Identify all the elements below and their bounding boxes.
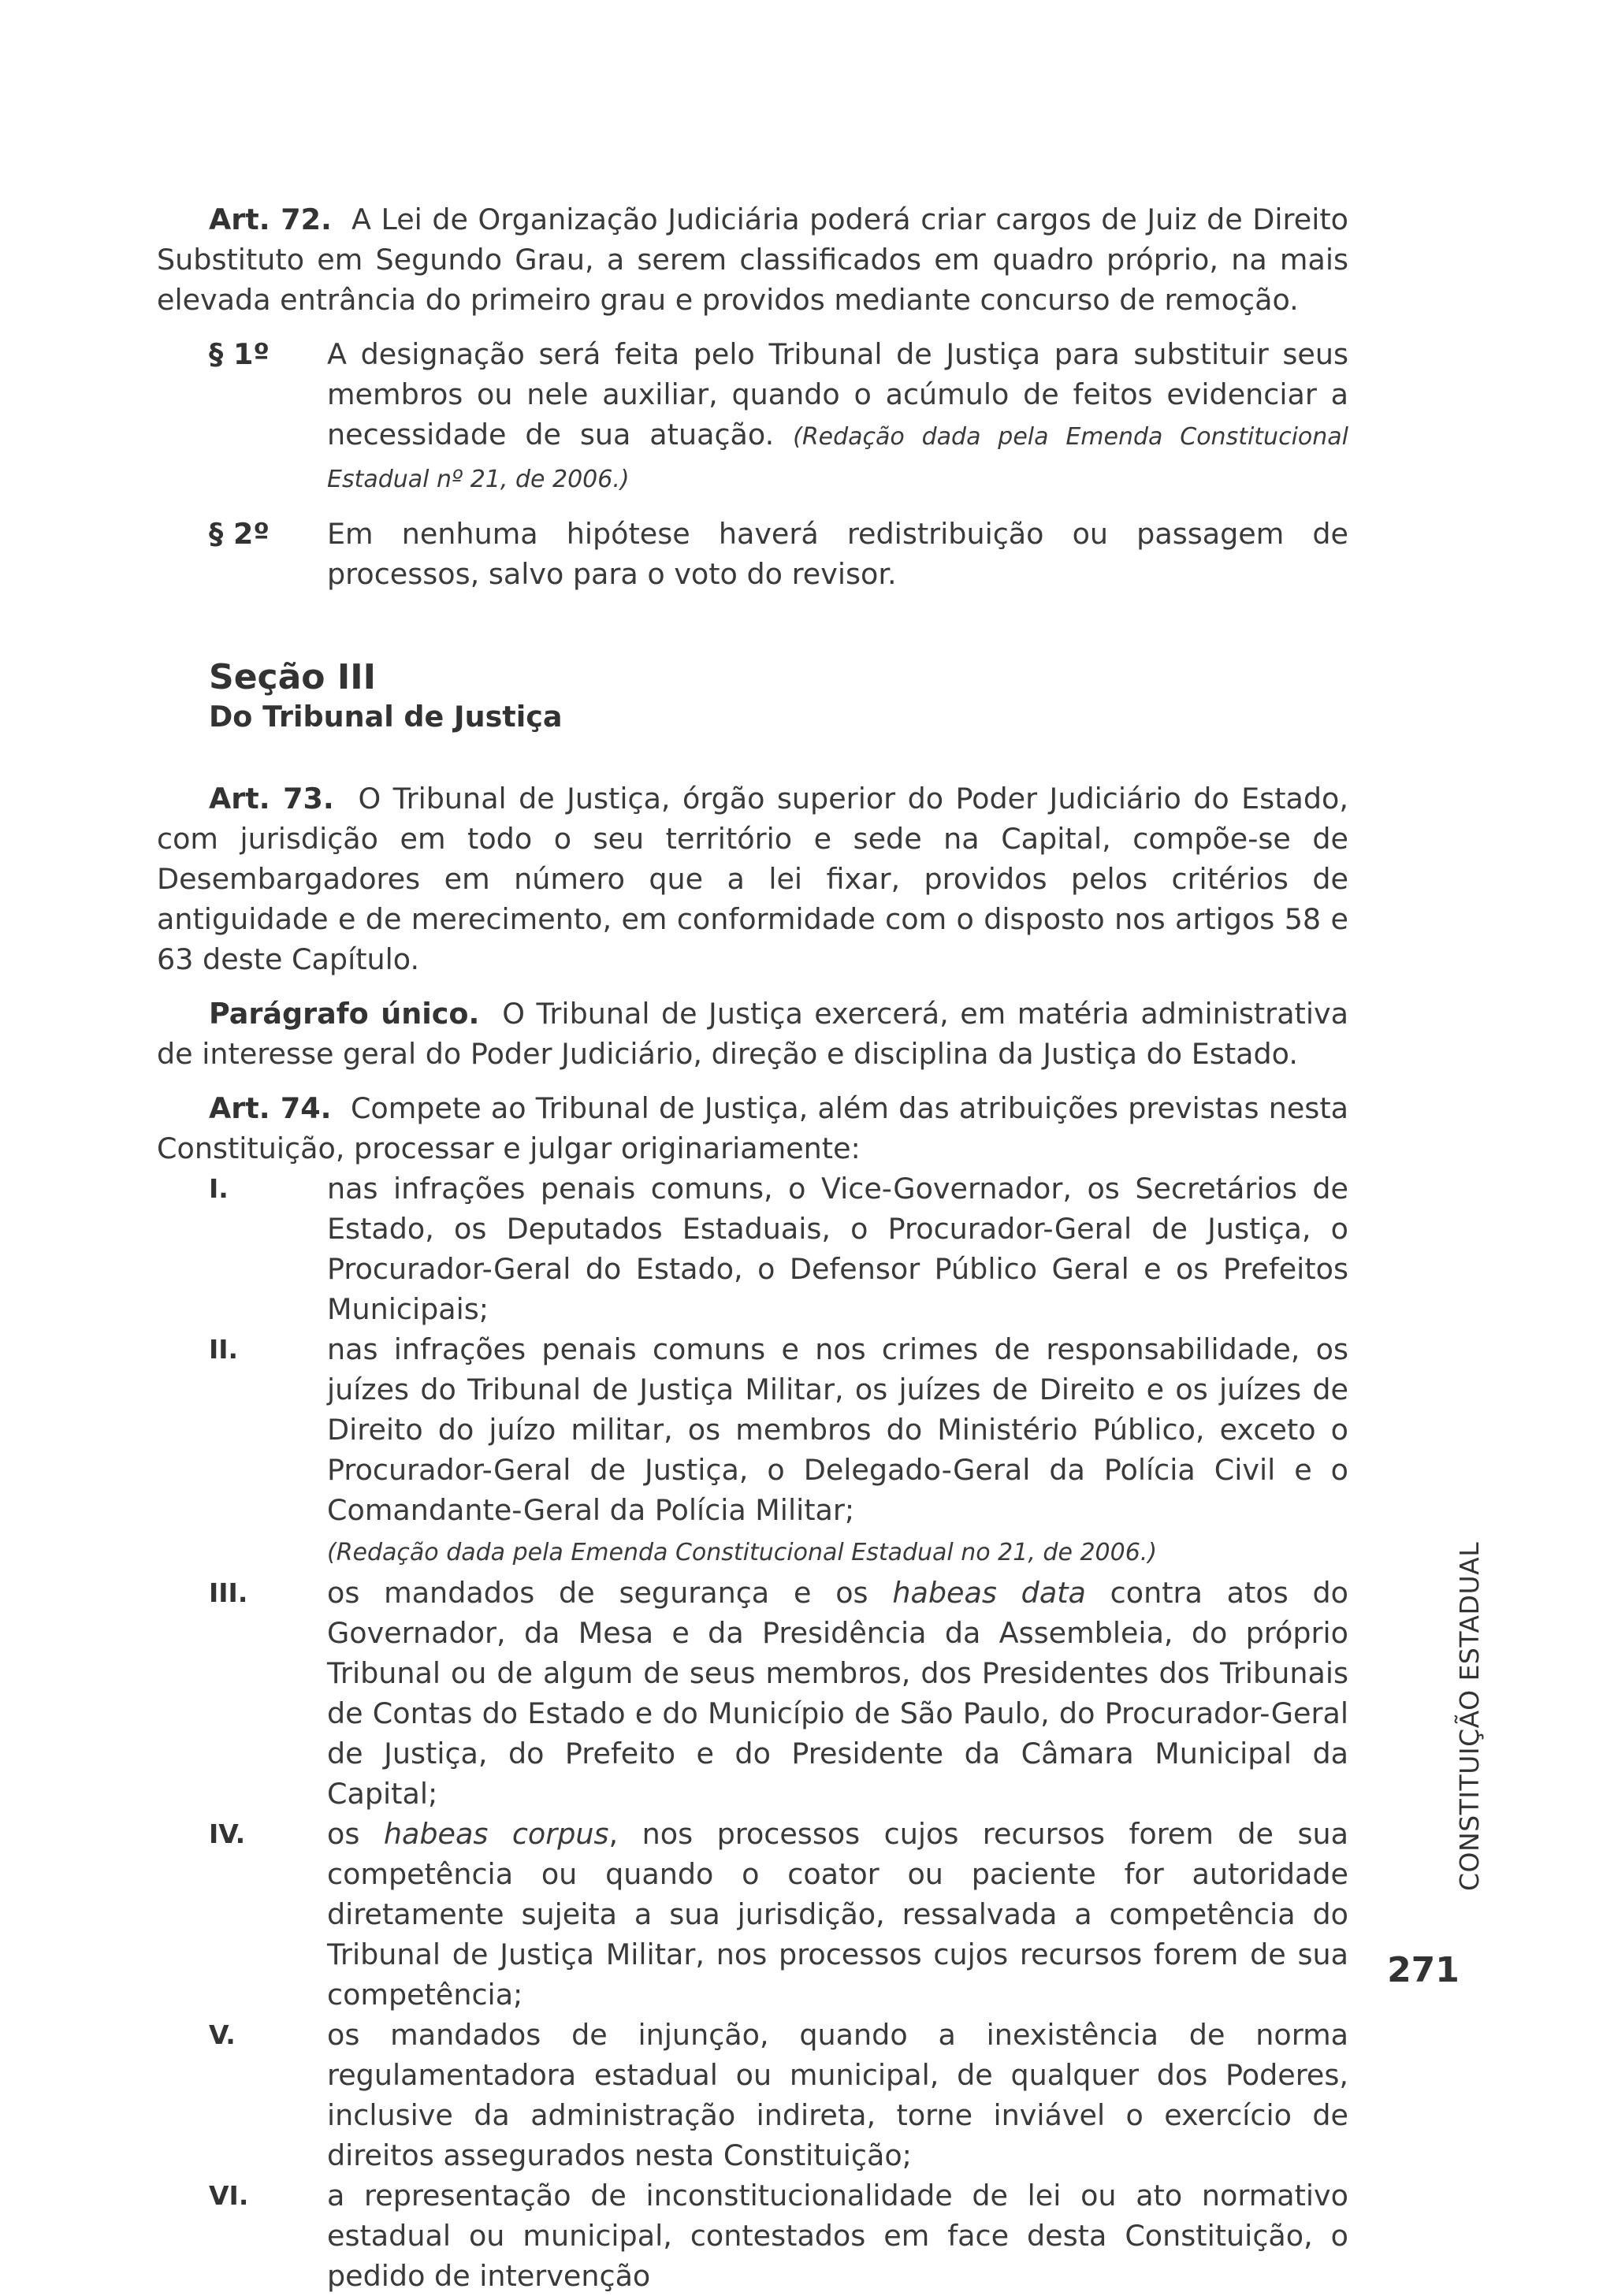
item-text: nas infrações penais comuns, o Vice-Governador, os Secretários de Estado, os Deputados Estaduais, o Procurador-Geral de Justiça, o Procurador-Geral do Estado, o Defensor Público Geral e os Prefeitos Municipais; [327,1172,1348,1326]
item-text: nas infrações penais comuns e nos crimes de responsabilidade, os juízes do Tribunal de Justiça Militar, os juízes de Direito e os juízes de Direito do juízo militar, os membros do Ministério Público, exceto o Procurador-Geral de Justiça, o Delegado-Geral da Polícia Civil e o Comandante-Geral da Polícia Militar; (Redação dada pela Emenda Constitucional Estadual no 21, de 2006.) [327,1332,1348,1566]
article-74 [157,1088,1348,1168]
latin-term: habeas data [892,1576,1086,1610]
running-section-label: CONSTITUIÇÃO ESTADUAL [1454,1541,1485,1891]
item-text: a representação de inconstitucionalidade de lei ou ato normativo estadual ou municipal, contestados em face desta Constituição, o pedido de intervenção [327,2179,1348,2293]
item-ii [157,1329,1348,1573]
item-label: I. [209,1173,229,1204]
paragraph-label: § 2º [209,517,270,551]
article-text: A Lei de Organização Judiciária poderá criar cargos de Juiz de Direito Substituto em Segundo Grau, a serem classificados em quadro próprio, na mais elevada entrância do primeiro grau e providos mediante concurso de remoção. [157,202,1348,317]
item-i [157,1168,1348,1329]
section-title: Seção III [209,657,376,697]
item-label: IV. [209,1819,246,1849]
sole-paragraph-text: O Tribunal de Justiça exercerá, em matéria administrativa de interesse geral do Poder Judiciário, direção e disciplina da Justiça do Estado. [157,997,1348,1071]
amendment-note: (Redação dada pela Emenda Constitucional Estadual nº 21, de 2006.) [327,423,1348,493]
section-subtitle: Do Tribunal de Justiça [209,700,563,734]
item-label: VI. [209,2180,249,2211]
article-number: Art. 72. [209,202,332,236]
item-text: os mandados de injunção, quando a inexistência de norma regulamentadora estadual ou municipal, de qualquer dos Poderes, inclusive da administração indireta, torne inviável o exercício de direitos assegurados nesta Constituição; [327,2018,1348,2172]
body-text [157,199,1348,2296]
item-label: V. [209,2019,236,2050]
amendment-note: (Redação dada pela Emenda Constitucional Estadual no 21, de 2006.) [327,1539,1158,1566]
item-text: os mandados de segurança e os habeas data contra atos do Governador, da Mesa e da Presidência da Assembleia, do próprio Tribunal ou de algum de seus membros, dos Presidentes dos Tribunais de Contas do Estado e do Município de São Paulo, do Procurador-Geral de Justiça, do Prefeito e do Presidente da Câmara Municipal da Capital; [327,1576,1348,1811]
item-vi [157,2175,1348,2296]
item-iv [157,1814,1348,2015]
item-label: III. [209,1577,248,1608]
paragraph-label: § 1º [209,337,270,371]
paragraph-text: Em nenhuma hipótese haverá redistribuição ou passagem de processos, salvo para o voto do revisor. [327,517,1348,591]
sole-paragraph [157,994,1348,1074]
article-text: O Tribunal de Justiça, órgão superior do Poder Judiciário do Estado, com jurisdição em todo o seu território e sede na Capital, compõe-se de Desembargadores em número que a lei fixar, providos pelos critérios de antiguidade e de merecimento, em conformidade com o disposto nos artigos 58 e 63 deste Capítulo. [157,782,1348,976]
paragraph-1 [157,334,1348,500]
item-text: os habeas corpus, nos processos cujos recursos forem de sua competência ou quando o coator ou paciente for autoridade diretamente sujeita a sua jurisdição, ressalvada a competência do Tribunal de Justiça Militar, nos processos cujos recursos forem de sua competência; [327,1817,1348,2012]
paragraph-text: A designação será feita pelo Tribunal de Justiça para substituir seus membros ou nele auxiliar, quando o acúmulo de feitos evidenciar a necessidade de sua atuação. (Redação dada pela Emenda Constitucional Estadual nº 21, de 2006.) [327,337,1348,493]
article-number: Art. 74. [209,1091,332,1125]
latin-term: habeas corpus [383,1817,609,1851]
article-number: Art. 73. [209,782,334,815]
item-v [157,2015,1348,2175]
paragraph-2 [157,514,1348,594]
page-number: 271 [1387,1950,1460,1990]
article-text: Compete ao Tribunal de Justiça, além das atribuições previstas nesta Constituição, processar e julgar originariamente: [157,1091,1348,1165]
sole-paragraph-label: Parágrafo único. [209,997,480,1031]
item-iii [157,1573,1348,1814]
article-73 [157,778,1348,979]
item-label: II. [209,1334,239,1365]
article-72 [157,199,1348,320]
